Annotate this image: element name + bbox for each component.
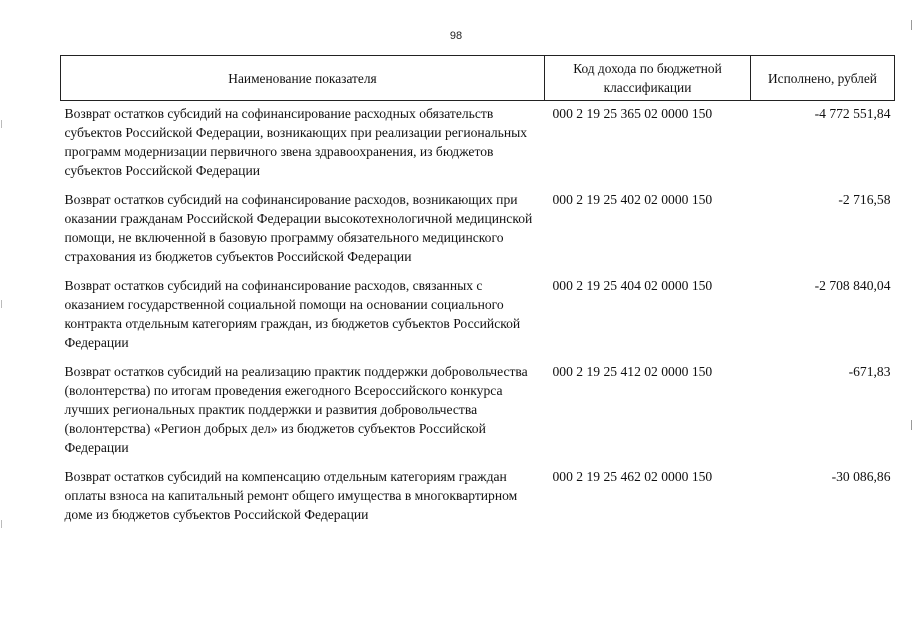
table-row	[61, 101, 895, 191]
table-row	[61, 276, 895, 362]
row-name: Возврат остатков субсидий на софинансирование расходов, связанных с оказанием государственной социальной помощи на основании социального контракта отдельным категориям граждан, из бюджетов субъектов Российской Федерации	[64, 278, 521, 350]
scan-edge-mark	[1, 120, 2, 128]
row-code: 000 2 19 25 365 02 0000 150	[552, 106, 713, 121]
row-amount: -30 086,86	[831, 469, 891, 484]
budget-table	[60, 55, 895, 534]
table-header	[61, 56, 895, 101]
table-row	[61, 190, 895, 276]
row-name: Возврат остатков субсидий на софинансирование расходов, возникающих при оказании гражданам Российской Федерации высокотехнологичной медицинской помощи, не включенной в базовую программу обязательного медицинского страхования из бюджетов субъектов Российской Федерации	[64, 192, 533, 264]
header-code: Код дохода по бюджетной классификации	[545, 56, 751, 101]
row-name: Возврат остатков субсидий на софинансирование расходных обязательств субъектов Российской Федерации, возникающих при реализации региональных программ модернизации первичного звена здравоохранения, из бюджетов субъектов Российской Федерации	[64, 106, 528, 178]
header-row	[61, 56, 895, 101]
scan-edge-mark	[1, 520, 2, 528]
header-amount: Исполнено, рублей	[751, 56, 895, 101]
table-row	[61, 362, 895, 467]
row-code: 000 2 19 25 404 02 0000 150	[552, 278, 713, 293]
row-name: Возврат остатков субсидий на реализацию практик поддержки добровольчества (волонтерства) по итогам проведения ежегодного Всероссийского конкурса лучших региональных практик поддержки и развития добровольчества (волонтерства) «Регион добрых дел» из бюджетов субъектов Российской Федерации	[64, 364, 528, 455]
table-row	[61, 467, 895, 534]
table-body	[61, 101, 895, 535]
header-name: Наименование показателя	[61, 56, 545, 101]
row-amount: -4 772 551,84	[814, 106, 891, 121]
row-name: Возврат остатков субсидий на компенсацию отдельным категориям граждан оплаты взноса на капитальный ремонт общего имущества в многоквартирном доме из бюджетов субъектов Российской Федерации	[64, 469, 518, 522]
row-code: 000 2 19 25 412 02 0000 150	[552, 364, 713, 379]
scan-edge-mark	[1, 300, 2, 308]
row-amount: -671,83	[848, 364, 891, 379]
page-number: 98	[449, 30, 463, 42]
row-amount: -2 716,58	[838, 192, 891, 207]
row-amount: -2 708 840,04	[814, 278, 891, 293]
row-code: 000 2 19 25 462 02 0000 150	[552, 469, 713, 484]
row-code: 000 2 19 25 402 02 0000 150	[552, 192, 713, 207]
